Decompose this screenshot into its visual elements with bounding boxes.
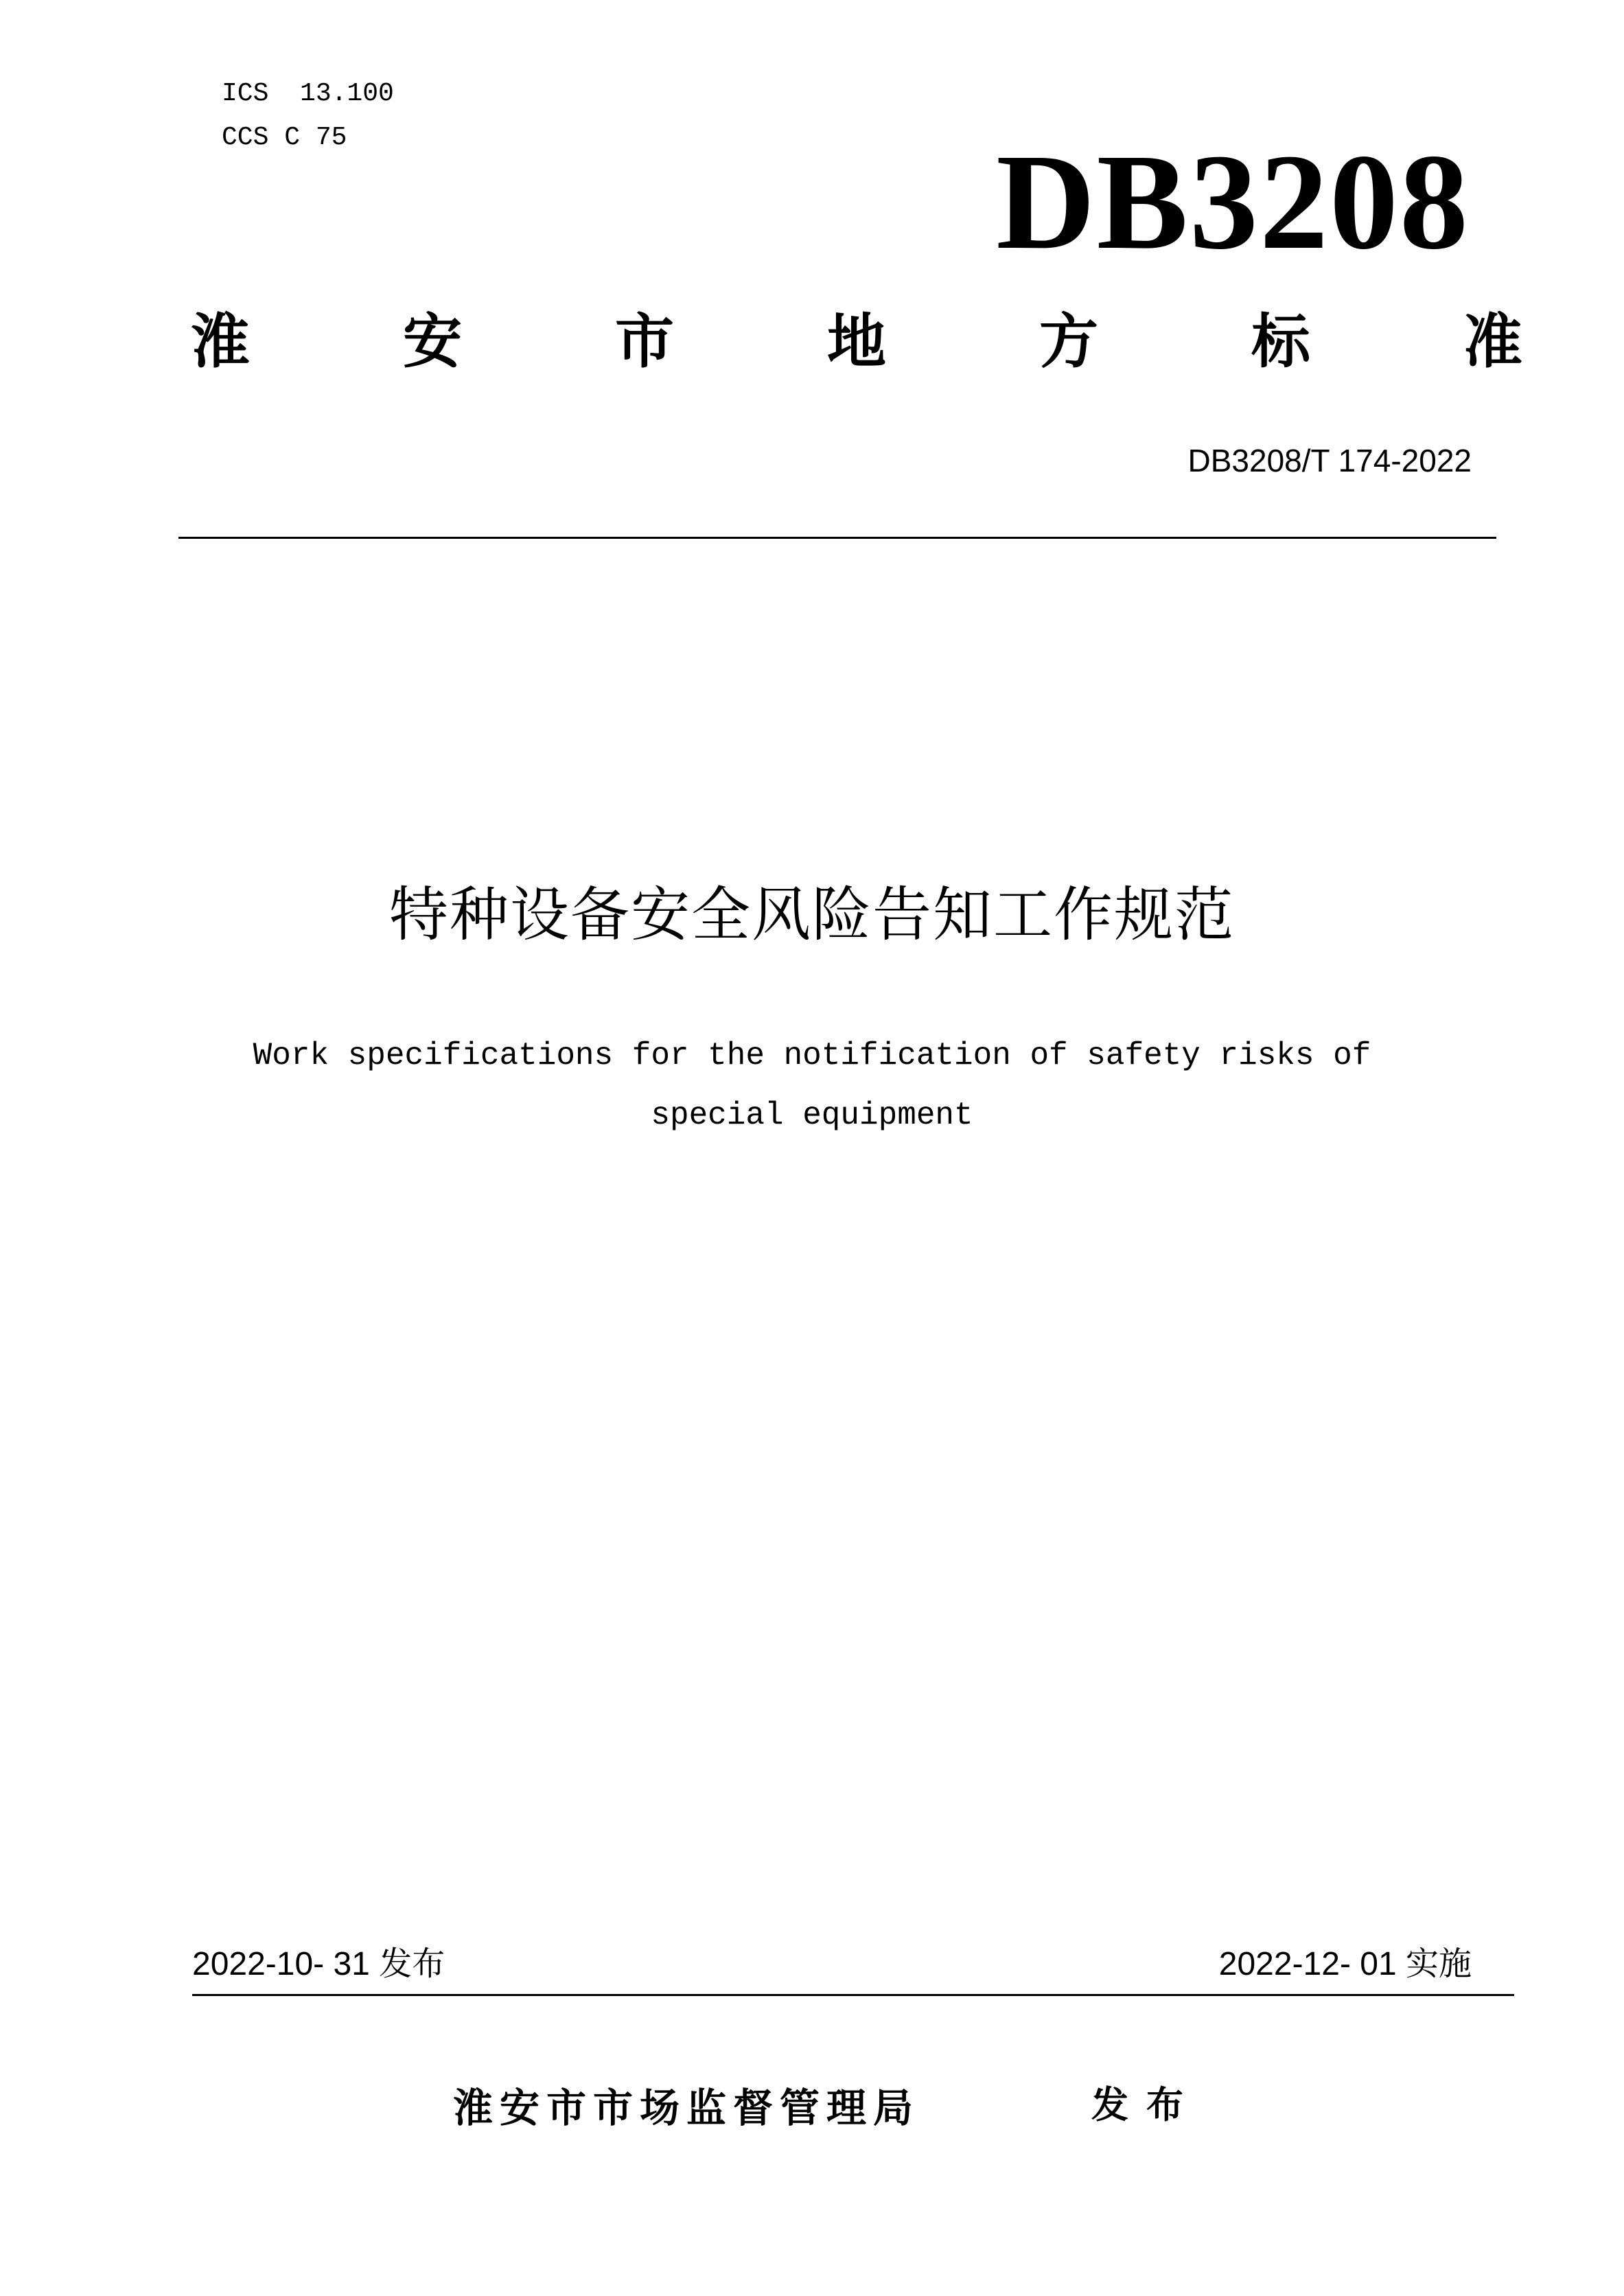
document-title-en-line2: special equipment xyxy=(651,1098,973,1133)
standard-type-heading xyxy=(191,308,1522,376)
document-title-en-line1: Work specifications for the notification of safety risks of xyxy=(253,1038,1371,1074)
publisher-name: 淮安市市场监督管理局 xyxy=(453,2085,920,2131)
standard-type-char: 方 xyxy=(1039,308,1098,376)
bottom-divider xyxy=(192,1994,1514,1996)
top-divider xyxy=(178,537,1496,539)
issue-date: 2022-10- 31 发布 xyxy=(192,1946,445,1982)
standard-type-char: 地 xyxy=(827,308,886,376)
ccs-code: CCS C 75 xyxy=(222,123,347,152)
standard-type-char: 准 xyxy=(1463,308,1522,376)
publisher-action: 发布 xyxy=(1091,2083,1201,2126)
implementation-date: 2022-12- 01 实施 xyxy=(1218,1946,1472,1982)
standard-number: DB3208/T 174-2022 xyxy=(1187,443,1472,478)
ics-code: ICS 13.100 xyxy=(222,79,394,108)
document-title-zh: 特种设备安全风险告知工作规范 xyxy=(389,881,1235,949)
standard-type-char: 市 xyxy=(615,308,674,376)
standard-code-large: DB3208 xyxy=(996,126,1470,278)
standard-type-char: 标 xyxy=(1251,308,1310,376)
standard-type-char: 安 xyxy=(403,308,462,376)
standard-type-char: 淮 xyxy=(191,308,250,376)
